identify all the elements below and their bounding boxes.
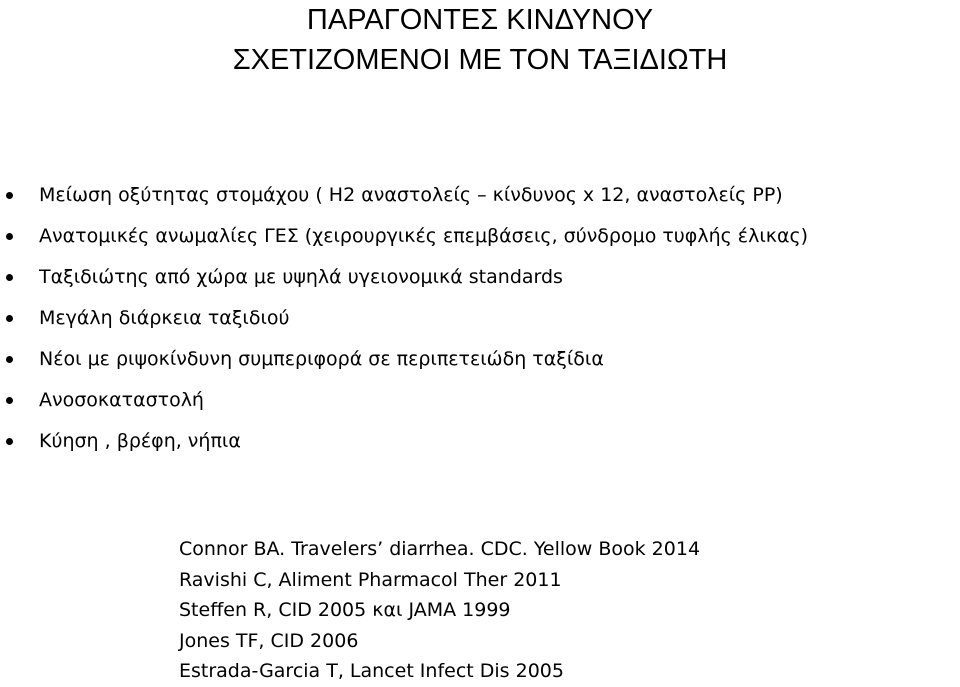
bullet-icon — [6, 356, 13, 363]
risk-factor-text: Νέοι με ριψοκίνδυνη συμπεριφορά σε περιπετειώδη ταξίδια — [39, 348, 604, 370]
risk-factor-item — [0, 257, 960, 298]
reference-item: Estrada-Garcia T, Lancet Infect Dis 2005 — [179, 660, 564, 682]
slide-title — [0, 0, 960, 80]
slide-title-line-1: ΠΑΡΑΓΟΝΤΕΣ ΚΙΝΔΥΝΟΥ — [306, 4, 654, 36]
slide-title-line-2: ΣΧΕΤΙΖΟΜΕΝΟΙ ΜΕ ΤΟΝ ΤΑΞΙΔΙΩΤΗ — [232, 44, 728, 76]
risk-factor-text: Μείωση οξύτητας στομάχου ( H2 αναστολείς – κίνδυνος x 12, αναστολείς PP) — [39, 184, 783, 206]
reference-item: Connor BA. Travelers’ diarrhea. CDC. Yellow Book 2014 — [179, 538, 701, 560]
risk-factor-text: Μεγάλη διάρκεια ταξιδιού — [39, 307, 290, 329]
risk-factor-text: Κύηση , βρέφη, νήπια — [39, 430, 241, 452]
bullet-icon — [6, 438, 13, 445]
reference-list — [179, 534, 700, 687]
bullet-icon — [6, 274, 13, 281]
risk-factor-list — [0, 175, 960, 462]
risk-factor-item — [0, 380, 960, 421]
risk-factor-text: Ταξιδιώτης από χώρα με υψηλά υγειονομικά standards — [39, 266, 563, 288]
bullet-icon — [6, 397, 13, 404]
bullet-icon — [6, 192, 13, 199]
risk-factor-item — [0, 175, 960, 216]
reference-item: Jones TF, CID 2006 — [179, 629, 359, 652]
risk-factor-item — [0, 421, 960, 462]
risk-factor-text: Ανοσοκαταστολή — [39, 389, 204, 411]
risk-factor-item — [0, 298, 960, 339]
risk-factor-text: Ανατομικές ανωμαλίες ΓΕΣ (χειρουργικές επεμβάσεις, σύνδρομο τυφλής έλικας) — [39, 225, 809, 247]
bullet-icon — [6, 315, 13, 322]
risk-factor-item — [0, 216, 960, 257]
bullet-icon — [6, 233, 13, 240]
risk-factor-item — [0, 339, 960, 380]
reference-item: Ravishi C, Aliment Pharmacol Ther 2011 — [179, 568, 562, 591]
reference-item: Steffen R, CID 2005 και JAMA 1999 — [179, 599, 511, 621]
